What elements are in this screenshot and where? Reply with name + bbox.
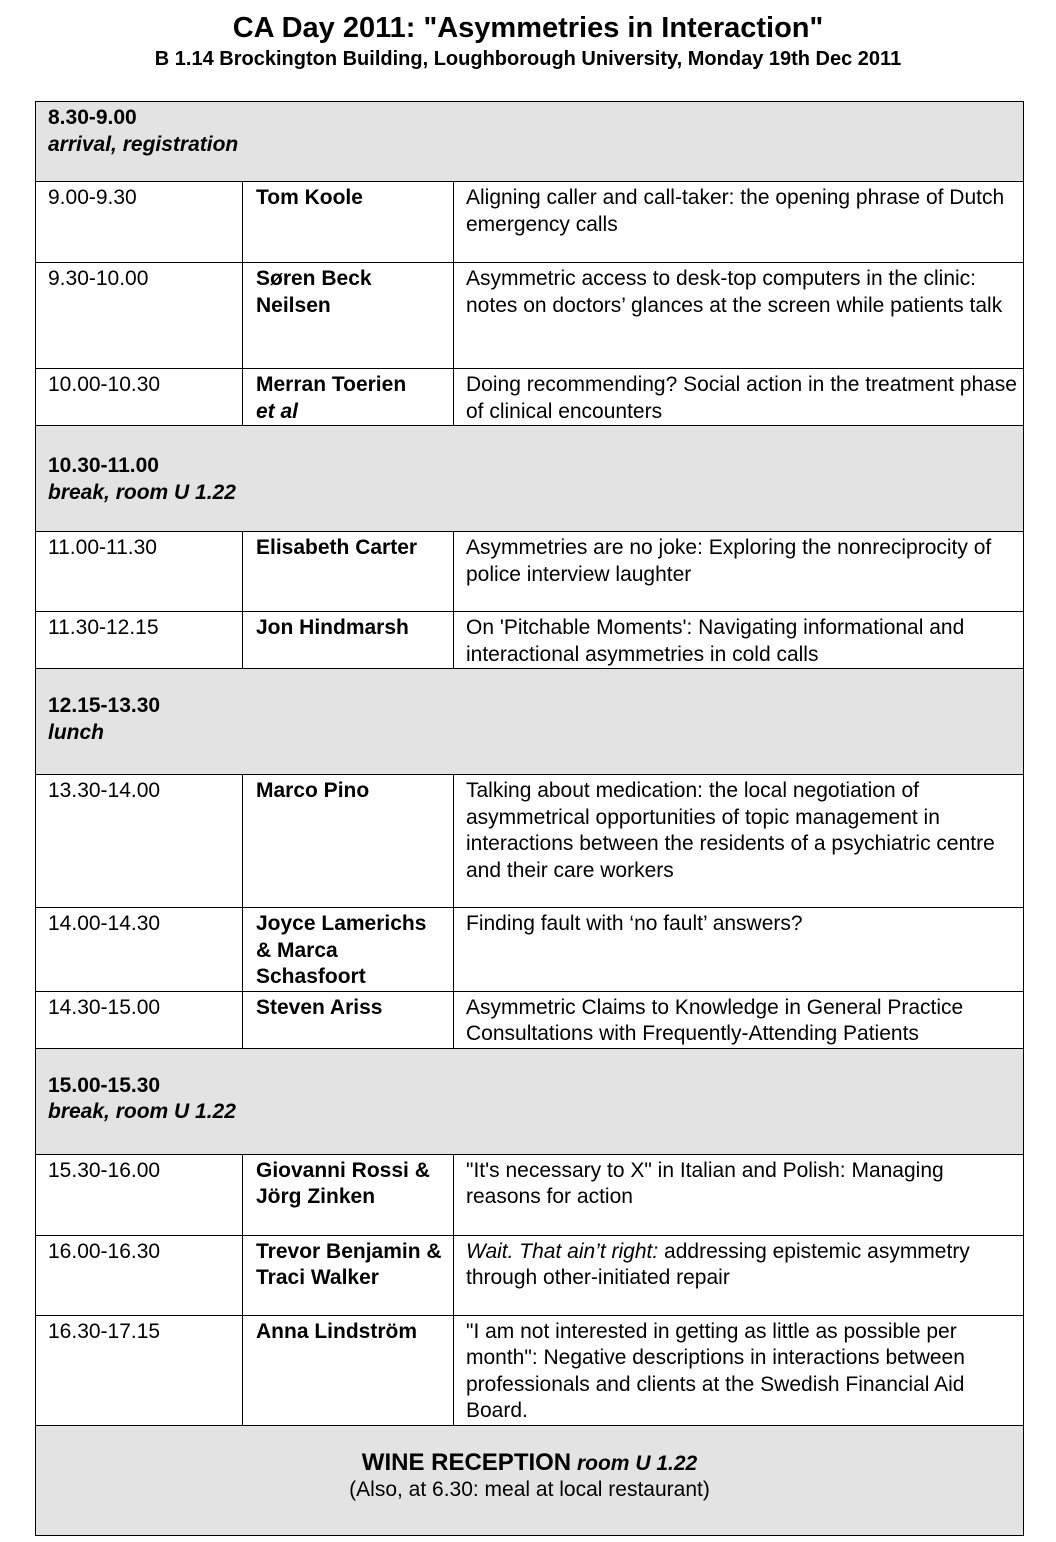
row-talk-title: Asymmetries are no joke: Exploring the nonreciprocity of police interview laughter	[454, 532, 1024, 612]
row-talk-title: "I am not interested in getting as little as possible per month": Negative descriptions in interactions between professionals and clients at the Swedish Financial Aid Board.	[454, 1315, 1024, 1425]
row-speaker: Trevor Benjamin & Traci Walker	[243, 1235, 454, 1315]
row-talk-title: Talking about medication: the local negotiation of asymmetrical opportunities of topic management in interactions between the residents of a psychiatric centre and their care workers	[454, 775, 1024, 908]
speaker-suffix: et al	[256, 399, 299, 423]
row-speaker: Tom Koole	[243, 182, 454, 263]
row-talk-title: Asymmetric access to desk-top computers in the clinic: notes on doctors’ glances at the screen while patients talk	[454, 263, 1024, 369]
row-time: 11.00-11.30	[36, 532, 243, 612]
wine-reception-room: room U 1.22	[576, 1451, 698, 1475]
schedule-slot-lunch	[36, 669, 1024, 775]
speaker-name: Merran Toerien	[256, 373, 407, 396]
row-time: 16.00-16.30	[36, 1235, 243, 1315]
schedule-slot-break	[36, 1048, 1024, 1154]
schedule-slot-break	[36, 426, 1024, 532]
row-speaker: Marco Pino	[243, 775, 454, 908]
row-talk-title: "It's necessary to X" in Italian and Polish: Managing reasons for action	[454, 1154, 1024, 1235]
schedule-row	[36, 908, 1024, 992]
schedule-row	[36, 532, 1024, 612]
row-time: 13.30-14.00	[36, 775, 243, 908]
talk-title-italic: Wait. That ain’t right:	[466, 1239, 659, 1263]
wine-reception-label: WINE RECEPTION	[361, 1448, 572, 1476]
schedule-table	[35, 101, 1024, 1536]
row-speaker: Giovanni Rossi & Jörg Zinken	[243, 1154, 454, 1235]
wine-reception-row	[36, 1425, 1024, 1535]
slot-label: break, room U 1.22	[48, 480, 236, 504]
row-talk-title: Aligning caller and call-taker: the opening phrase of Dutch emergency calls	[454, 182, 1024, 263]
slot-time: 10.30-11.00	[48, 454, 159, 477]
schedule-row	[36, 369, 1024, 426]
row-speaker: Joyce Lamerichs & Marca Schasfoort	[243, 908, 454, 992]
schedule-row	[36, 1315, 1024, 1425]
row-time: 15.30-16.00	[36, 1154, 243, 1235]
schedule-row	[36, 182, 1024, 263]
slot-time: 8.30-9.00	[48, 106, 137, 129]
row-time: 9.30-10.00	[36, 263, 243, 369]
wine-reception-note: (Also, at 6.30: meal at local restaurant)	[349, 1478, 710, 1501]
schedule-row	[36, 612, 1024, 669]
row-speaker: Jon Hindmarsh	[243, 612, 454, 669]
document-header	[0, 10, 1056, 72]
row-speaker	[243, 369, 454, 426]
schedule-row	[36, 1235, 1024, 1315]
row-time: 10.00-10.30	[36, 369, 243, 426]
row-speaker: Søren Beck Neilsen	[243, 263, 454, 369]
schedule-slot-arrival	[36, 102, 1024, 182]
talk-title-rest: addressing epistemic asymmetry through other-initiated repair	[466, 1239, 970, 1289]
slot-time: 12.15-13.30	[48, 694, 161, 717]
row-time: 9.00-9.30	[36, 182, 243, 263]
row-talk-title: Finding fault with ‘no fault’ answers?	[454, 908, 1024, 992]
slot-label: arrival, registration	[48, 132, 239, 156]
schedule-row	[36, 991, 1024, 1048]
row-talk-title: On 'Pitchable Moments': Navigating informational and interactional asymmetries in cold calls	[454, 612, 1024, 669]
row-time: 16.30-17.15	[36, 1315, 243, 1425]
schedule-row	[36, 775, 1024, 908]
row-speaker: Elisabeth Carter	[243, 532, 454, 612]
slot-label: lunch	[48, 720, 104, 744]
slot-label: break, room U 1.22	[48, 1100, 236, 1123]
row-speaker: Anna Lindström	[243, 1315, 454, 1425]
document-subtitle: B 1.14 Brockington Building, Loughborough University, Monday 19th Dec 2011	[154, 48, 902, 70]
row-speaker: Steven Ariss	[243, 991, 454, 1048]
row-time: 14.00-14.30	[36, 908, 243, 992]
row-time: 14.30-15.00	[36, 991, 243, 1048]
schedule-row	[36, 263, 1024, 369]
row-talk-title: Asymmetric Claims to Knowledge in General Practice Consultations with Frequently-Attending Patients	[454, 991, 1024, 1048]
row-time: 11.30-12.15	[36, 612, 243, 669]
slot-time: 15.00-15.30	[48, 1073, 161, 1097]
document-title: CA Day 2011: "Asymmetries in Interaction"	[232, 12, 824, 44]
row-talk-title	[454, 1235, 1024, 1315]
row-talk-title: Doing recommending? Social action in the treatment phase of clinical encounters	[454, 369, 1024, 426]
schedule-row	[36, 1154, 1024, 1235]
